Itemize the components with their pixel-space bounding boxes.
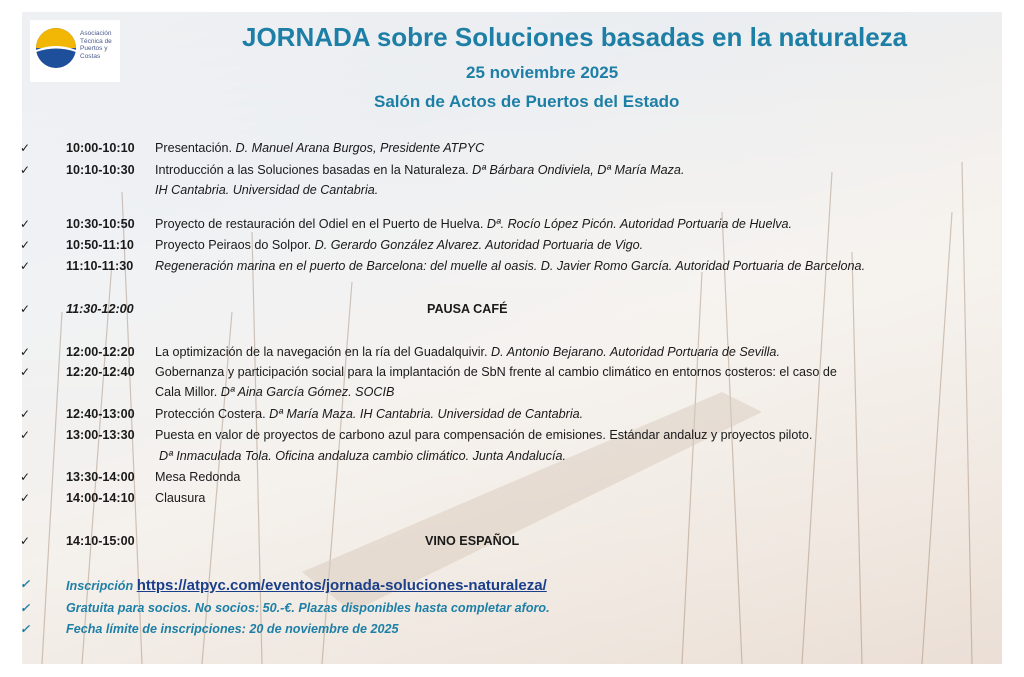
agenda-time: 12:00-12:20 (66, 345, 135, 359)
agenda-title: Introducción a las Soluciones basadas en la Naturaleza. (155, 163, 473, 177)
agenda-time: 11:10-11:30 (66, 259, 134, 273)
agenda-item-continuation (0, 384, 980, 404)
deadline-text: Fecha límite de inscripciones: 20 de noviembre de 2025 (66, 622, 399, 636)
check-icon: ✓ (20, 601, 31, 615)
deadline-row (0, 621, 980, 641)
check-icon: ✓ (20, 622, 31, 636)
check-icon: ✓ (20, 217, 31, 231)
break-label: PAUSA CAFÉ (427, 302, 508, 316)
inscription-label: Inscripción (66, 579, 137, 593)
event-venue: Salón de Actos de Puertos del Estado (374, 92, 680, 111)
agenda-item (0, 469, 980, 489)
check-icon: ✓ (20, 577, 31, 591)
agenda-time: 10:10-10:30 (66, 163, 135, 177)
agenda-item (0, 364, 980, 384)
event-date: 25 noviembre 2025 (466, 63, 619, 82)
page-title: JORNADA sobre Soluciones basadas en la naturaleza (242, 22, 908, 52)
agenda-title: Puesta en valor de proyectos de carbono azul para compensación de emisiones. Estándar andaluz y proyectos piloto. (155, 428, 813, 442)
agenda-time: 13:00-13:30 (66, 428, 135, 442)
agenda-break (0, 533, 980, 553)
agenda-title: Presentación. (155, 141, 236, 155)
check-icon: ✓ (20, 238, 31, 252)
agenda-time: 13:30-14:00 (66, 470, 135, 484)
agenda-time: 14:10-15:00 (66, 534, 135, 548)
agenda-item (0, 344, 980, 364)
agenda-item-continuation (0, 448, 980, 468)
agenda-title: Clausura (155, 491, 206, 505)
agenda-speaker: Dª Inmaculada Tola. Oficina andaluza cambio climático. Junta Andalucía. (159, 449, 566, 463)
agenda-time: 14:00-14:10 (66, 491, 135, 505)
check-icon: ✓ (20, 428, 31, 442)
check-icon: ✓ (20, 407, 31, 421)
inscription-row (0, 576, 980, 596)
logo-text: Asociación Técnica de Puertos y Costas (80, 30, 112, 60)
price-row (0, 600, 980, 620)
agenda-title: Protección Costera. (155, 407, 270, 421)
check-icon: ✓ (20, 470, 31, 484)
agenda-speaker: Dª María Maza. IH Cantabria. Universidad de Cantabria. (269, 407, 584, 421)
price-text: Gratuita para socios. No socios: 50.-€. Plazas disponibles hasta completar aforo. (66, 601, 550, 615)
check-icon: ✓ (20, 163, 31, 177)
agenda-item (0, 237, 980, 257)
agenda-time: 10:30-10:50 (66, 217, 135, 231)
inscription-link[interactable]: https://atpyc.com/eventos/jornada-soluciones-naturaleza/ (136, 577, 547, 594)
agenda-title: La optimización de la navegación en la ría del Guadalquivir. (155, 345, 492, 359)
break-label: VINO ESPAÑOL (425, 534, 520, 548)
agenda-time: 12:20-12:40 (66, 365, 135, 379)
atpyc-logo (30, 20, 120, 82)
agenda-item (0, 490, 980, 510)
agenda-speaker: IH Cantabria. Universidad de Cantabria. (155, 183, 379, 197)
agenda-break (0, 301, 980, 321)
agenda-item (0, 258, 980, 278)
check-icon: ✓ (20, 345, 31, 359)
agenda-speaker: Dª. Rocío López Picón. Autoridad Portuaria de Huelva. (486, 217, 793, 231)
agenda-item (0, 406, 980, 426)
agenda-time: 11:30-12:00 (66, 302, 134, 316)
agenda-item (0, 140, 980, 160)
agenda-item (0, 162, 980, 182)
agenda-time: 10:50-11:10 (66, 238, 134, 252)
check-icon: ✓ (20, 365, 31, 379)
agenda-speaker: Dª Bárbara Ondiviela, Dª María Maza. (472, 163, 685, 177)
check-icon: ✓ (20, 491, 31, 505)
agenda-title: Regeneración marina en el puerto de Barcelona: del muelle al oasis. D. Javier Romo García. Autoridad Portuaria de Barcelona. (155, 259, 866, 273)
agenda-item (0, 216, 980, 236)
agenda-title: Cala Millor. (155, 385, 221, 399)
check-icon: ✓ (20, 141, 31, 155)
logo-mark-icon (34, 26, 78, 70)
agenda-time: 10:00-10:10 (66, 141, 135, 155)
agenda-title: Proyecto de restauración del Odiel en el Puerto de Huelva. (155, 217, 487, 231)
check-icon: ✓ (20, 259, 31, 273)
agenda-item (0, 427, 980, 447)
agenda-title: Proyecto Peiraos do Solpor. (155, 238, 315, 252)
check-icon: ✓ (20, 302, 31, 316)
check-icon: ✓ (20, 534, 31, 548)
agenda-speaker: D. Antonio Bejarano. Autoridad Portuaria de Sevilla. (491, 345, 780, 359)
agenda-title: Gobernanza y participación social para la implantación de SbN frente al cambio climático en entornos costeros: el caso de (155, 365, 837, 379)
agenda-speaker: D. Gerardo González Alvarez. Autoridad Portuaria de Vigo. (314, 238, 644, 252)
agenda-speaker: D. Manuel Arana Burgos, Presidente ATPYC (235, 141, 485, 155)
agenda-item-continuation (0, 182, 980, 202)
agenda-speaker: Dª Aina García Gómez. SOCIB (220, 385, 395, 399)
agenda-time: 12:40-13:00 (66, 407, 135, 421)
agenda-title: Mesa Redonda (155, 470, 241, 484)
